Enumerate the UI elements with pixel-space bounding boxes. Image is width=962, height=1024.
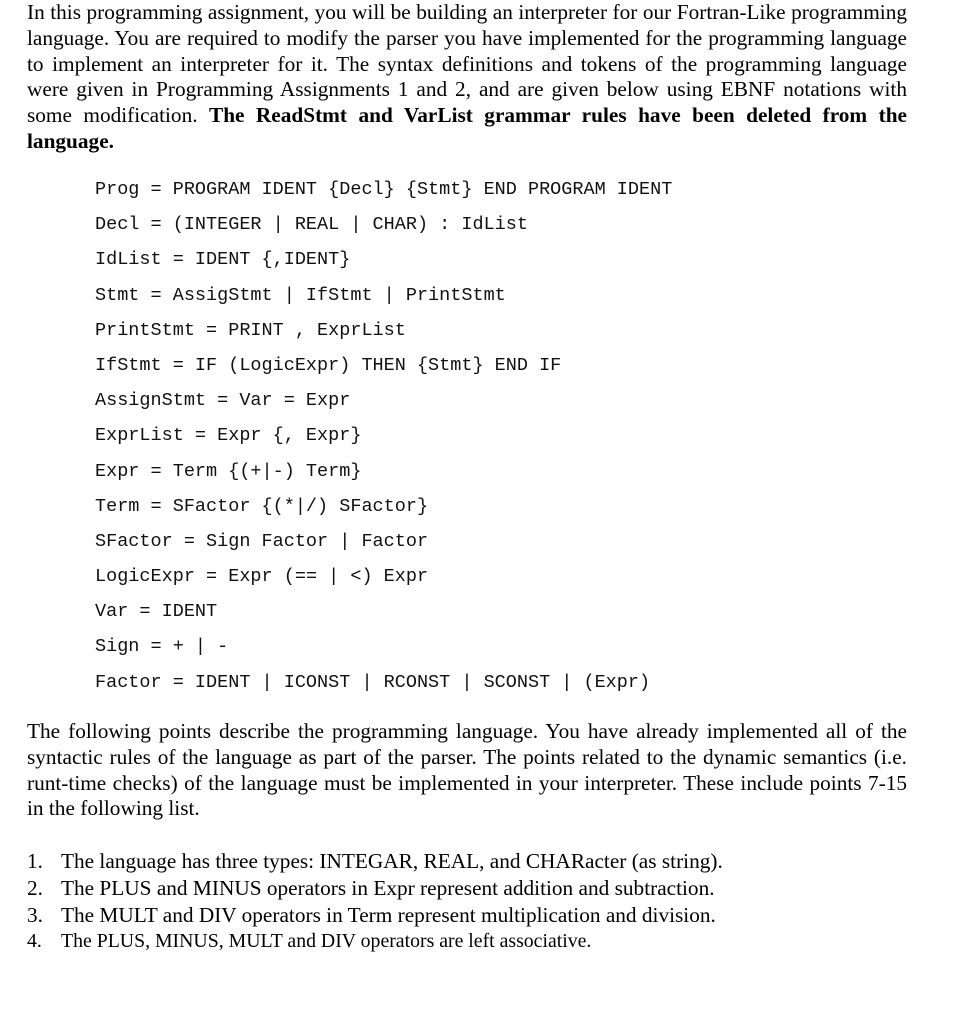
list-text: The MULT and DIV operators in Term represent multiplication and division.: [61, 902, 716, 927]
grammar-rule: PrintStmt = PRINT , ExprList: [95, 319, 406, 341]
list-item: [27, 848, 723, 875]
intro-bold-note: The ReadStmt and VarList grammar rules have been deleted from the language.: [27, 103, 907, 153]
list-number: 3.: [27, 902, 43, 927]
grammar-rule: LogicExpr = Expr (== | <) Expr: [95, 566, 429, 588]
grammar-rule: ExprList = Expr {, Expr}: [95, 425, 362, 447]
grammar-rule: Stmt = AssigStmt | IfStmt | PrintStmt: [95, 284, 506, 306]
list-text: The language has three types: INTEGAR, REAL, and CHARacter (as string).: [61, 849, 723, 873]
document-page: [27, 0, 907, 953]
list-text: The PLUS and MINUS operators in Expr represent addition and subtraction.: [61, 875, 715, 900]
grammar-rules: [95, 175, 672, 703]
grammar-rule: Var = IDENT: [95, 601, 218, 623]
grammar-rule: Decl = (INTEGER | REAL | CHAR) : IdList: [95, 214, 528, 236]
grammar-rule: SFactor = Sign Factor | Factor: [95, 530, 429, 552]
description-paragraph: The following points describe the programming language. You have already implemented all of the syntactic rules of the language as part of the parser. The points related to the dynamic semantics (i.e. runt-time checks) of the language must be implemented in your interpreter. These include points 7-15 in the following list.: [27, 719, 907, 821]
grammar-rule: Expr = Term {(+|-) Term}: [95, 460, 362, 482]
grammar-rule: IfStmt = IF (LogicExpr) THEN {Stmt} END IF: [95, 354, 562, 376]
grammar-rule: IdList = IDENT {,IDENT}: [95, 249, 351, 271]
intro-text: In this programming assignment, you will be building an interpreter for our Fortran-Like programming language. You are required to modify the parser you have implemented for the programming language to implement an interpreter for it. The syntax definitions and tokens of the programming language were given in Programming Assignments 1 and 2, and are given below using EBNF notations with some modification.: [27, 0, 907, 128]
grammar-rule: Sign = + | -: [95, 636, 229, 658]
list-item: [27, 928, 723, 955]
grammar-rule: AssignStmt = Var = Expr: [95, 390, 351, 412]
intro-paragraph: [27, 0, 907, 155]
list-number: 2.: [27, 875, 43, 900]
grammar-rule: Factor = IDENT | ICONST | RCONST | SCONST | (Expr): [95, 671, 651, 693]
list-number: 1.: [27, 849, 43, 873]
grammar-rule: Term = SFactor {(*|/) SFactor}: [95, 495, 429, 517]
grammar-rule: Prog = PROGRAM IDENT {Decl} {Stmt} END PROGRAM IDENT: [95, 179, 673, 200]
list-text: The PLUS, MINUS, MULT and DIV operators are left associative.: [61, 930, 592, 953]
list-number: 4.: [27, 930, 42, 953]
list-item: [27, 875, 723, 902]
list-item: [27, 902, 723, 929]
points-list: [27, 848, 723, 955]
